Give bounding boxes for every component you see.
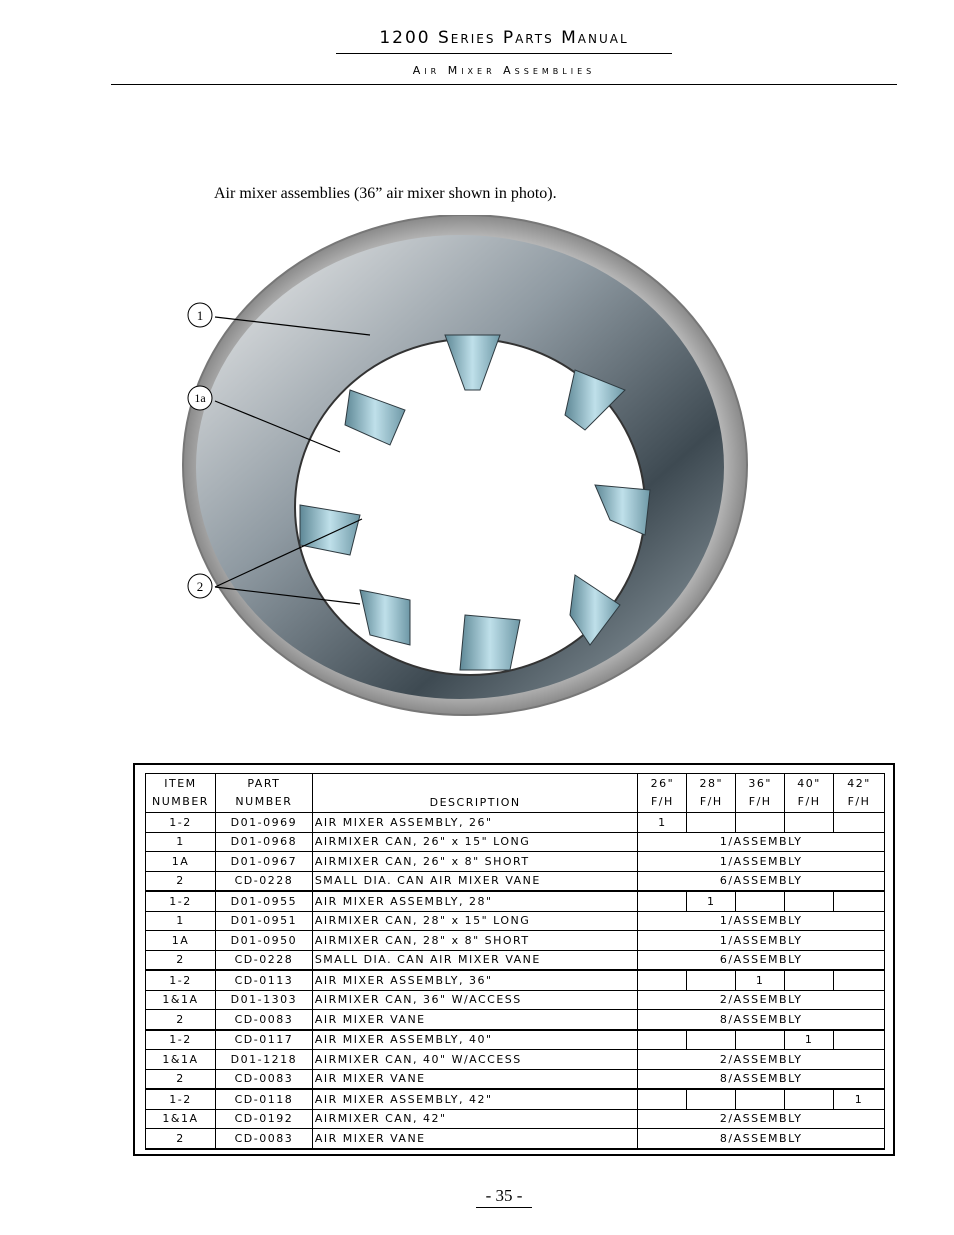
- callout-2: 2: [196, 579, 204, 594]
- item-number-cell: 1&1A: [146, 990, 216, 1010]
- part-number-cell: CD-0083: [215, 1069, 312, 1089]
- table-row: [146, 911, 885, 931]
- part-number-cell: CD-0117: [215, 1030, 312, 1050]
- description-cell: AIR MIXER ASSEMBLY, 26": [312, 813, 638, 833]
- quantity-cell: [687, 1089, 736, 1109]
- description-cell: AIRMIXER CAN, 28" x 15" LONG: [312, 911, 638, 931]
- quantity-cell: 8/ASSEMBLY: [638, 1010, 885, 1030]
- part-number-cell: D01-1218: [215, 1050, 312, 1070]
- table-row: [146, 852, 885, 872]
- size-26-header: 26" F/H: [638, 774, 687, 813]
- part-number-cell: CD-0118: [215, 1089, 312, 1109]
- table-row: [146, 970, 885, 990]
- table-row: [146, 832, 885, 852]
- table-row: [146, 990, 885, 1010]
- manual-title: 1200 Series Parts Manual: [379, 28, 629, 48]
- item-number-cell: 2: [146, 1010, 216, 1030]
- page-number: - 35 -: [476, 1186, 532, 1208]
- table-header-row: [146, 774, 885, 813]
- table-row: [146, 813, 885, 833]
- table-row: [146, 1050, 885, 1070]
- quantity-cell: 1/ASSEMBLY: [638, 852, 885, 872]
- table-row: [146, 1030, 885, 1050]
- item-number-cell: 1-2: [146, 813, 216, 833]
- quantity-cell: [834, 891, 885, 911]
- item-number-cell: 1&1A: [146, 1050, 216, 1070]
- description-cell: SMALL DIA. CAN AIR MIXER VANE: [312, 871, 638, 891]
- quantity-cell: [785, 970, 834, 990]
- quantity-cell: 1/ASSEMBLY: [638, 931, 885, 951]
- quantity-cell: [736, 1089, 785, 1109]
- description-cell: SMALL DIA. CAN AIR MIXER VANE: [312, 950, 638, 970]
- description-cell: AIRMIXER CAN, 36" W/ACCESS: [312, 990, 638, 1010]
- callout-1a: 1a: [194, 391, 206, 405]
- quantity-cell: 1: [638, 813, 687, 833]
- quantity-cell: [834, 813, 885, 833]
- quantity-cell: 1: [687, 891, 736, 911]
- size-28-header: 28" F/H: [687, 774, 736, 813]
- parts-table: [145, 773, 885, 1150]
- quantity-cell: [785, 1089, 834, 1109]
- part-number-cell: D01-0955: [215, 891, 312, 911]
- quantity-cell: [638, 891, 687, 911]
- description-cell: AIR MIXER ASSEMBLY, 42": [312, 1089, 638, 1109]
- part-number-cell: D01-0968: [215, 832, 312, 852]
- item-number-cell: 1&1A: [146, 1109, 216, 1129]
- quantity-cell: 6/ASSEMBLY: [638, 950, 885, 970]
- part-number-cell: CD-0083: [215, 1129, 312, 1149]
- item-number-cell: 2: [146, 1069, 216, 1089]
- part-number-cell: CD-0113: [215, 970, 312, 990]
- part-number-cell: D01-0951: [215, 911, 312, 931]
- part-number-cell: D01-1303: [215, 990, 312, 1010]
- description-cell: AIR MIXER VANE: [312, 1129, 638, 1149]
- table-row: [146, 1010, 885, 1030]
- description-cell: AIR MIXER ASSEMBLY, 28": [312, 891, 638, 911]
- quantity-cell: [687, 1030, 736, 1050]
- quantity-cell: 2/ASSEMBLY: [638, 1109, 885, 1129]
- photo-caption: Air mixer assemblies (36” air mixer shown in photo).: [214, 185, 557, 202]
- part-number-cell: CD-0192: [215, 1109, 312, 1129]
- description-cell: AIRMIXER CAN, 40" W/ACCESS: [312, 1050, 638, 1070]
- quantity-cell: [638, 970, 687, 990]
- table-row: [146, 950, 885, 970]
- item-number-cell: 1-2: [146, 891, 216, 911]
- item-number-cell: 1A: [146, 931, 216, 951]
- quantity-cell: 1/ASSEMBLY: [638, 911, 885, 931]
- description-cell: AIR MIXER ASSEMBLY, 36": [312, 970, 638, 990]
- item-number-cell: 1: [146, 911, 216, 931]
- quantity-cell: 1: [834, 1089, 885, 1109]
- quantity-cell: 8/ASSEMBLY: [638, 1129, 885, 1149]
- part-number-cell: CD-0228: [215, 871, 312, 891]
- part-number-cell: D01-0969: [215, 813, 312, 833]
- quantity-cell: [834, 1030, 885, 1050]
- size-42-header: 42" F/H: [834, 774, 885, 813]
- quantity-cell: 2/ASSEMBLY: [638, 990, 885, 1010]
- item-number-cell: 1-2: [146, 1030, 216, 1050]
- quantity-cell: [834, 970, 885, 990]
- air-mixer-photo: [180, 215, 780, 735]
- description-cell: AIR MIXER VANE: [312, 1069, 638, 1089]
- quantity-cell: [736, 891, 785, 911]
- description-cell: AIR MIXER VANE: [312, 1010, 638, 1030]
- quantity-cell: [785, 891, 834, 911]
- table-row: [146, 871, 885, 891]
- table-row: [146, 1069, 885, 1089]
- size-36-header: 36" F/H: [736, 774, 785, 813]
- item-number-cell: 2: [146, 950, 216, 970]
- quantity-cell: [638, 1030, 687, 1050]
- item-number-cell: 1: [146, 832, 216, 852]
- size-40-header: 40" F/H: [785, 774, 834, 813]
- section-title: Air Mixer Assemblies: [412, 64, 596, 77]
- title-rule: [336, 53, 672, 54]
- quantity-cell: [687, 970, 736, 990]
- item-number-header: ITEM NUMBER: [146, 774, 216, 813]
- part-number-cell: CD-0083: [215, 1010, 312, 1030]
- description-cell: AIRMIXER CAN, 28" x 8" SHORT: [312, 931, 638, 951]
- quantity-cell: [687, 813, 736, 833]
- description-cell: AIRMIXER CAN, 42": [312, 1109, 638, 1129]
- description-cell: AIR MIXER ASSEMBLY, 40": [312, 1030, 638, 1050]
- item-number-cell: 1-2: [146, 970, 216, 990]
- header-rule: [111, 84, 897, 85]
- table-row: [146, 891, 885, 911]
- quantity-cell: [785, 813, 834, 833]
- part-number-cell: D01-0950: [215, 931, 312, 951]
- quantity-cell: 1/ASSEMBLY: [638, 832, 885, 852]
- item-number-cell: 2: [146, 1129, 216, 1149]
- description-cell: AIRMIXER CAN, 26" x 15" LONG: [312, 832, 638, 852]
- quantity-cell: [736, 1030, 785, 1050]
- table-row: [146, 1129, 885, 1149]
- table-row: [146, 931, 885, 951]
- quantity-cell: 6/ASSEMBLY: [638, 871, 885, 891]
- description-cell: AIRMIXER CAN, 26" x 8" SHORT: [312, 852, 638, 872]
- description-header: DESCRIPTION: [312, 774, 638, 813]
- quantity-cell: [638, 1089, 687, 1109]
- part-number-cell: D01-0967: [215, 852, 312, 872]
- quantity-cell: [736, 813, 785, 833]
- item-number-cell: 1A: [146, 852, 216, 872]
- quantity-cell: 1: [785, 1030, 834, 1050]
- quantity-cell: 8/ASSEMBLY: [638, 1069, 885, 1089]
- table-row: [146, 1109, 885, 1129]
- quantity-cell: 1: [736, 970, 785, 990]
- item-number-cell: 1-2: [146, 1089, 216, 1109]
- item-number-cell: 2: [146, 871, 216, 891]
- table-row: [146, 1089, 885, 1109]
- quantity-cell: 2/ASSEMBLY: [638, 1050, 885, 1070]
- callout-1: 1: [196, 308, 204, 323]
- parts-table-body: [146, 813, 885, 1149]
- part-number-cell: CD-0228: [215, 950, 312, 970]
- part-number-header: PART NUMBER: [215, 774, 312, 813]
